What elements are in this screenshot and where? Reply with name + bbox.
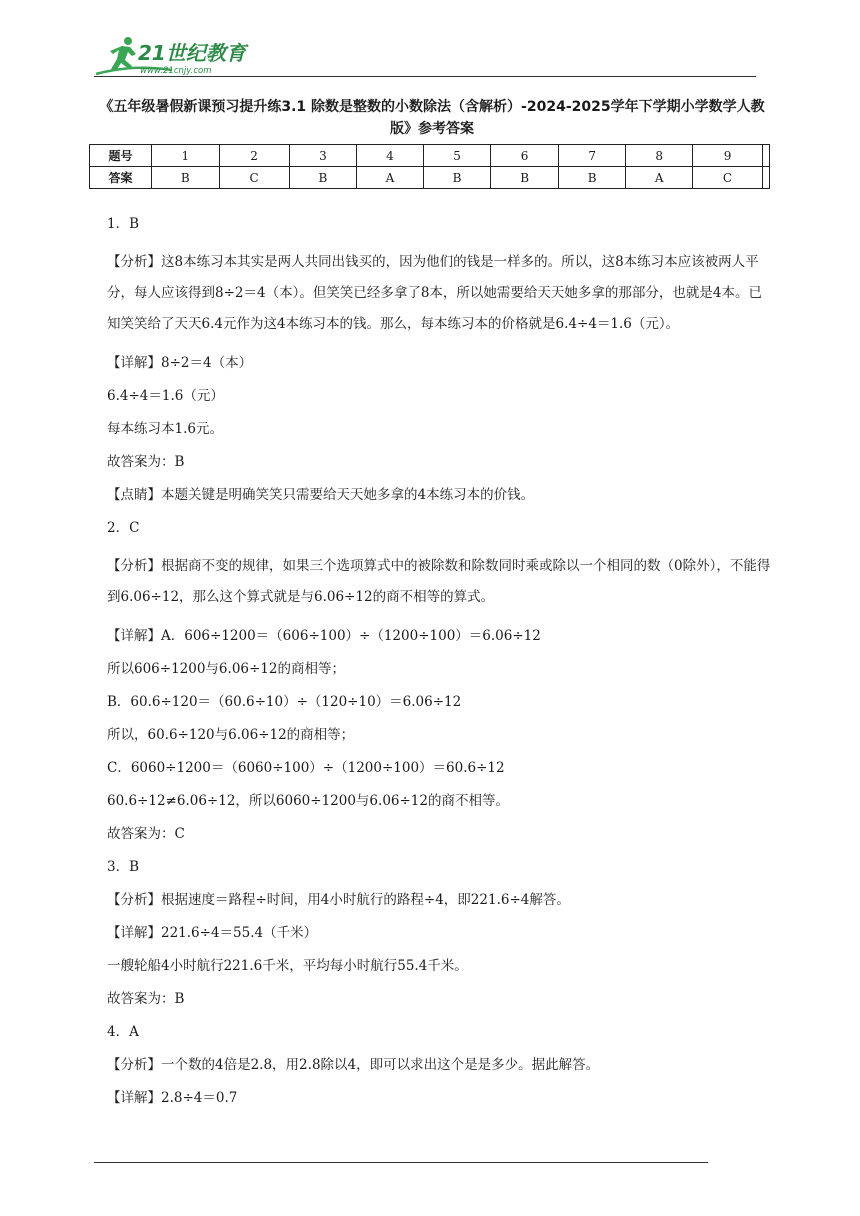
answer-cell: C [219,167,289,189]
runner-icon [110,37,136,71]
analysis-line: 【分析】根据速度＝路程÷时间，用4小时航行的路程÷4，即221.6÷4解答。 [107,892,570,908]
solution-heading: 3．B [107,859,140,875]
detail-line: 每本练习本1.6元。 [107,421,223,437]
number-cell: 5 [423,145,491,167]
row-label-answers: 答案 [90,167,152,189]
header-rule [94,76,756,77]
answer-cell: A [626,167,693,189]
analysis-paragraph: 【分析】根据商不变的规律，如果三个选项算式中的被除数和除数同时乘或除以一个相同的数（0除外），不能得到6.06÷12，那么这个算式就是与6.06÷12的商不相等的算式。 [107,558,771,605]
answer-line: 故答案为：B [107,991,185,1007]
solution-heading: 2．C [107,520,140,536]
detail-line: 一艘轮船4小时航行221.6千米，平均每小时航行55.4千米。 [107,958,468,974]
number-cell: 8 [626,145,693,167]
solution-heading: 4．A [107,1024,139,1040]
analysis-paragraph: 【分析】这8本练习本其实是两人共同出钱买的，因为他们的钱是一样多的。所以，这8本练习本应该被两人平分，每人应该得到8÷2＝4（本）。但笑笑已经多拿了8本，所以她需要给天天她多拿的那部分，也就是4本。已知笑笑给了天天6.4元作为这4本练习本的钱。那么，每本练习本的价格就是6.4÷4＝1.6（元）。 [107,254,763,332]
answer-cell: A [357,167,424,189]
table-row-answers [90,167,770,189]
row-label-numbers: 题号 [90,145,152,167]
answer-line: 故答案为：C [107,826,185,842]
detail-line: 【详解】A．606÷1200＝（606÷100）÷（1200÷100）＝6.06÷12 [107,628,541,644]
footer-rule [94,1162,708,1163]
svg-text:www.21cnjy.com: www.21cnjy.com [140,66,212,76]
number-cell: 4 [357,145,424,167]
answer-cell: B [152,167,220,189]
number-cell: 9 [692,145,762,167]
answer-cell [763,167,770,189]
answer-cell: B [491,167,559,189]
answer-cell: B [423,167,491,189]
site-logo [92,34,268,80]
answer-line: 故答案为：B [107,454,185,470]
detail-line: 所以，60.6÷120与6.06÷12的商相等； [107,727,355,743]
detail-line: 6.4÷4＝1.6（元） [107,388,224,404]
answer-cell: C [692,167,762,189]
answer-cell: B [289,167,357,189]
remark-line: 【点睛】本题关键是明确笑笑只需要给天天她多拿的4本练习本的价钱。 [107,487,535,503]
number-cell: 2 [219,145,289,167]
document-title: 《五年级暑假新课预习提升练3.1 除数是整数的小数除法（含解析）-2024-2025学年下学期小学数学人教版》参考答案 [99,99,765,137]
number-cell: 1 [152,145,220,167]
number-cell: 3 [289,145,357,167]
solution-heading: 1．B [107,216,140,232]
number-cell: 7 [558,145,626,167]
answer-cell: B [558,167,626,189]
table-row-numbers [90,145,770,167]
detail-line: 【详解】221.6÷4＝55.4（千米） [107,925,318,941]
detail-line: 所以606÷1200与6.06÷12的商相等； [107,661,345,677]
detail-line: B．60.6÷120＝（60.6÷10）÷（120÷10）＝6.06÷12 [107,694,462,710]
svg-text:21世纪教育: 21世纪教育 [138,41,246,65]
detail-line: C．6060÷1200＝（6060÷100）÷（1200÷100）＝60.6÷12 [107,760,505,776]
analysis-line: 【分析】一个数的4倍是2.8，用2.8除以4，即可以求出这个是是多少。据此解答。 [107,1057,600,1073]
answer-table [89,144,770,189]
solutions-body [107,214,777,1121]
detail-line: 60.6÷12≠6.06÷12，所以6060÷1200与6.06÷12的商不相等。 [107,793,509,809]
number-cell [763,145,770,167]
detail-line: 【详解】2.8÷4＝0.7 [107,1090,238,1106]
detail-line: 【详解】8÷2＝4（本） [107,355,253,371]
number-cell: 6 [491,145,559,167]
